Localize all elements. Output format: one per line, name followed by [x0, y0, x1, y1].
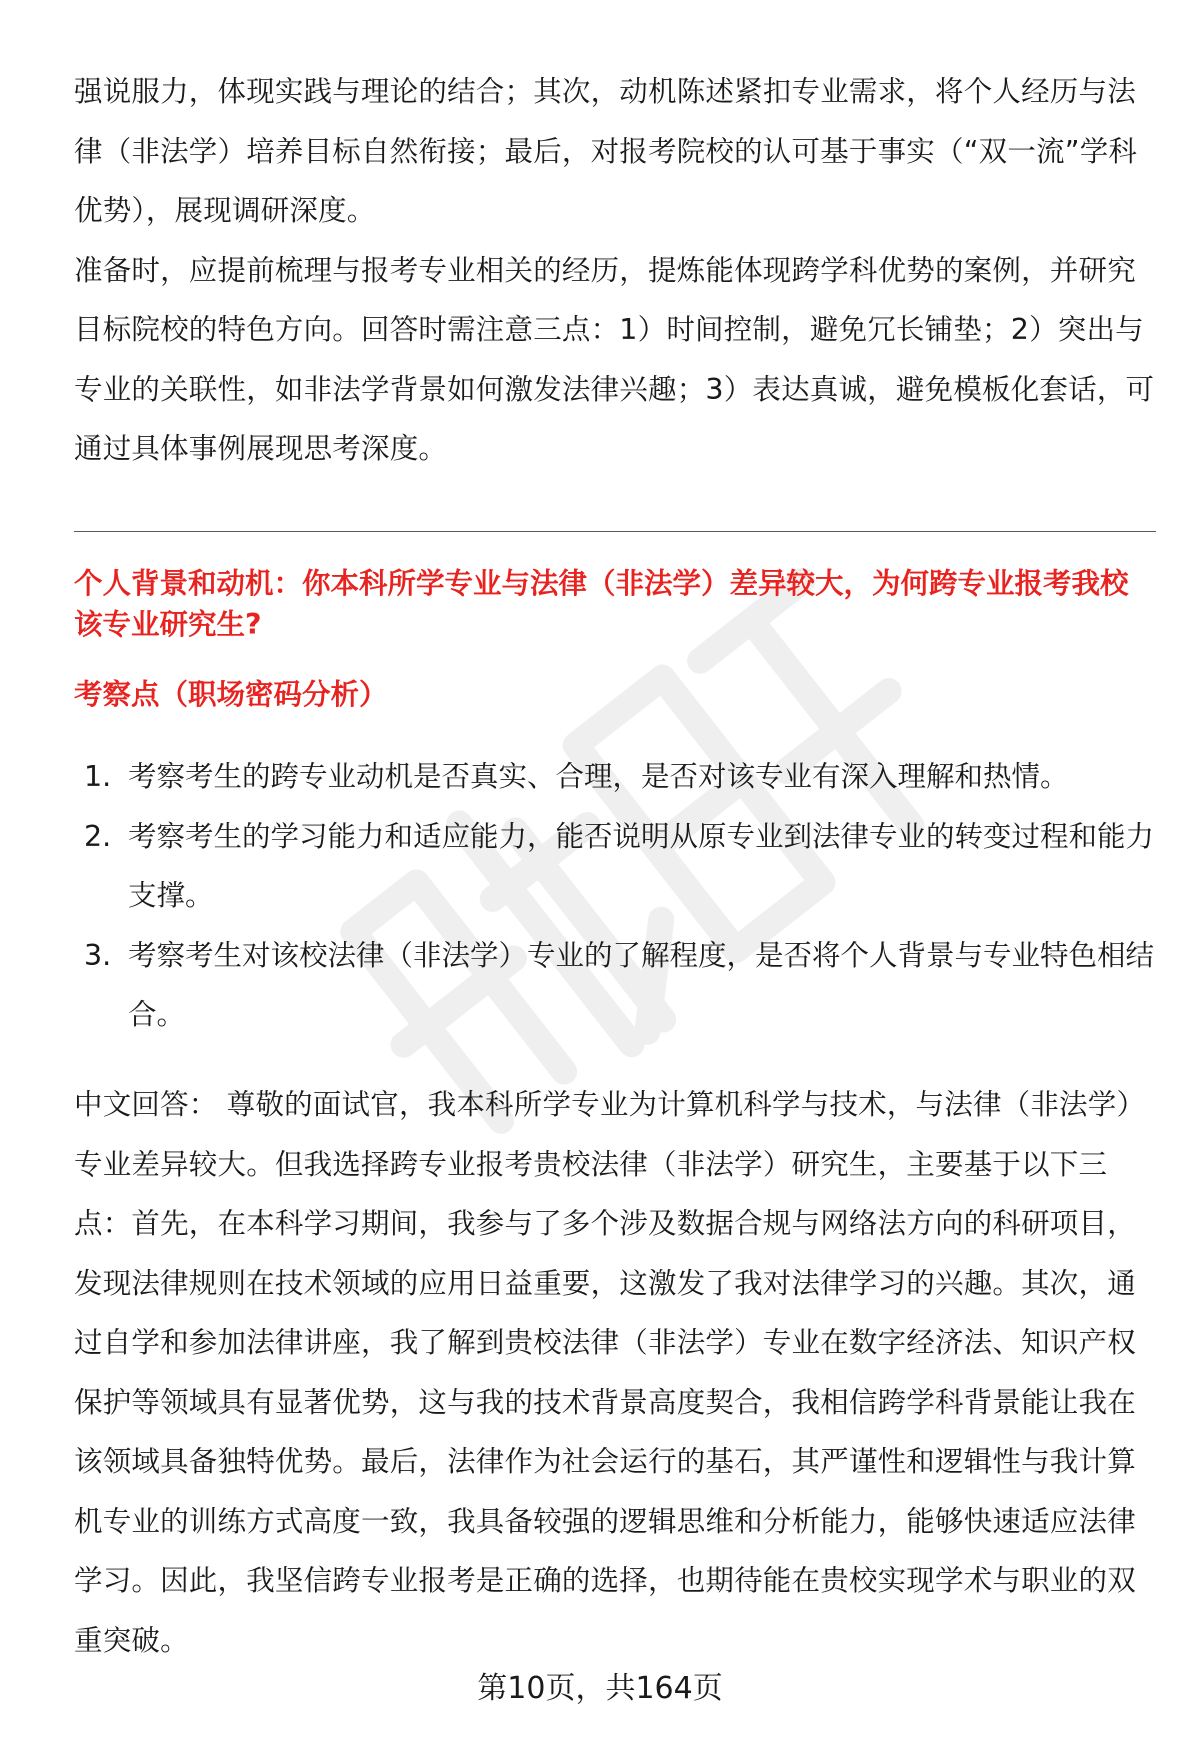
list-item-number: 2. [84, 819, 112, 853]
list-item-number: 3. [84, 938, 112, 972]
assessment-points-list [74, 747, 1156, 1045]
list-item [74, 807, 1156, 926]
page-number-footer: 第10页，共164页 [477, 1671, 723, 1706]
question-title: 个人背景和动机：你本科所学专业与法律（非法学）差异较大，为何跨专业报考我校该专业研究生? [74, 567, 1129, 641]
answer-section [74, 1075, 1156, 1670]
list-item-text: 考察考生的学习能力和适应能力，能否说明从原专业到法律专业的转变过程和能力支撑。 [128, 819, 1155, 912]
assessment-points-heading: 考察点（职场密码分析） [74, 678, 388, 711]
list-item-number: 1. [84, 760, 112, 793]
list-item [74, 747, 1156, 807]
section-divider [74, 531, 1156, 532]
list-item [74, 926, 1156, 1045]
list-item-text: 考察考生对该校法律（非法学）专业的了解程度，是否将个人背景与专业特色相结合。 [128, 938, 1155, 1031]
list-item-text: 考察考生的跨专业动机是否真实、合理，是否对该专业有深入理解和热情。 [128, 760, 1069, 793]
chinese-answer-paragraph: 中文回答： 尊敬的面试官，我本科所学专业为计算机科学与技术，与法律（非法学）专业差异较大。但我选择跨专业报考贵校法律（非法学）研究生，主要基于以下三点：首先，在本科学习期间，我参与了多个涉及数据合规与网络法方向的科研项目，发现法律规则在技术领域的应用日益重要，这激发了我对法律学习的兴趣。其次，通过自学和参加法律讲座，我了解到贵校法律（非法学）专业在数字经济法、知识产权保护等领域具有显著优势，这与我的技术背景高度契合，我相信跨学科背景能让我在该领域具备独特优势。最后，法律作为社会运行的基石，其严谨性和逻辑性与我计算机专业的训练方式高度一致，我具备较强的逻辑思维和分析能力，能够快速适应法律学习。因此，我坚信跨专业报考是正确的选择，也期待能在贵校实现学术与职业的双重突破。 [74, 1088, 1146, 1657]
intro-section [74, 62, 1156, 479]
intro-paragraph-continued: 强说服力，体现实践与理论的结合；其次，动机陈述紧扣专业需求，将个人经历与法律（非法学）培养目标自然衔接；最后，对报考院校的认可基于事实（“双一流”学科优势），展现调研深度。 [74, 75, 1138, 227]
intro-paragraph-preparation: 准备时，应提前梳理与报考专业相关的经历，提炼能体现跨学科优势的案例，并研究目标院校的特色方向。回答时需注意三点：1）时间控制，避免冗长铺垫；2）突出与专业的关联性，如非法学背景如何激发法律兴趣；3）表达真诚，避免模板化套话，可通过具体事例展现思考深度。 [74, 253, 1155, 465]
